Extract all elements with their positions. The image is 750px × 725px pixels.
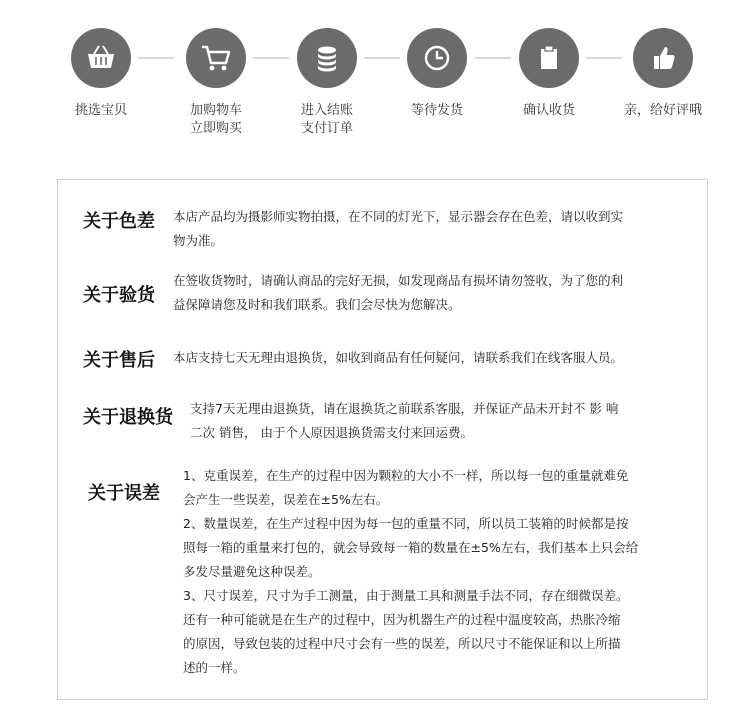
section-text [173,205,623,253]
step-select [41,28,161,120]
step-label: 等待发货 [410,103,463,118]
step-checkout [267,28,387,138]
coins-icon [297,28,357,88]
section-text [173,269,623,317]
purchase-steps [0,0,750,170]
section-text [190,397,618,445]
clipboard-icon [519,28,579,88]
text-line: 还有一种可能就是在生产的过程中，因为机器生产的过程中温度较高，热胀冷缩 [183,612,621,627]
text-line: 本店产品均为摄影师实物拍摄，在不同的灯光下，显示器会存在色差，请以收到实 [173,209,624,224]
section-title: 关于验货 [83,285,155,306]
text-line: 益保障请您及时和我们联系。我们会尽快为您解决。 [173,297,461,312]
text-line: 在签收货物时，请确认商品的完好无损，如发现商品有损坏请勿签收，为了您的利 [173,273,624,288]
clock-icon [407,28,467,88]
text-line: 述的一样。 [183,660,246,675]
section-text [183,464,638,680]
text-line: 多发尽量避免这种误差。 [183,564,321,579]
basket-icon [71,28,131,88]
step-label: 加购物车 立即购买 [189,103,242,136]
step-label: 挑选宝贝 [74,103,127,118]
text-line: 二次 销售， 由于个人原因退换货需支付来回运费。 [190,425,473,440]
text-line: 物为准。 [173,233,224,248]
section-text [173,346,623,370]
section-title: 关于退换货 [83,407,173,428]
step-good-review [603,28,723,120]
step-label: 确认收货 [522,103,575,118]
section-title: 关于售后 [83,350,155,371]
step-confirm-receipt [489,28,609,120]
step-add-cart [156,28,276,138]
text-line: 支持7天无理由退换货，请在退换货之前联系客服，并保证产品未开封不 影 响 [190,401,619,416]
section-title: 关于误差 [88,483,160,504]
text-line: 照每一箱的重量来打包的，就会导致每一箱的数量在±5%左右，我们基本上只会给 [183,540,639,555]
text-line: 会产生一些误差，误差在±5%左右。 [183,492,389,507]
text-line: 1、克重误差，在生产的过程中因为颗粒的大小不一样，所以每一包的重量就难免 [183,468,629,483]
text-line: 本店支持七天无理由退换货，如收到商品有任何疑问，请联系我们在线客服人员。 [173,350,624,365]
step-wait-delivery [377,28,497,120]
step-label: 进入结账 支付订单 [300,103,353,136]
shopping-cart-icon [186,28,246,88]
text-line: 2、数量误差，在生产过程中因为每一包的重量不同，所以员工装箱的时候都是按 [183,516,629,531]
text-line: 的原因，导致包装的过程中尺寸会有一些的误差，所以尺寸不能保证和以上所描 [183,636,621,651]
thumbs-up-icon [633,28,693,88]
section-title: 关于色差 [83,211,155,232]
step-label: 亲，给好评哦 [623,103,702,118]
text-line: 3、尺寸误差，尺寸为手工测量，由于测量工具和测量手法不同，存在细微误差。 [183,588,629,603]
